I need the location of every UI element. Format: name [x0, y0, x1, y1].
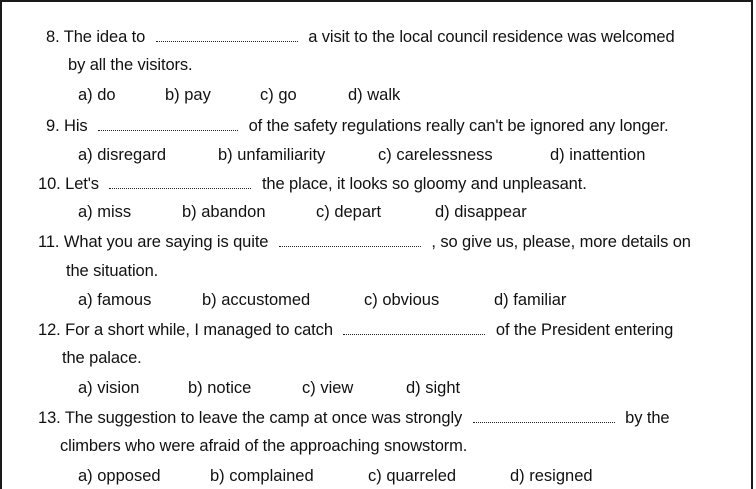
question-number: 8.: [46, 28, 60, 46]
option-c[interactable]: c) carelessness: [378, 146, 493, 164]
option-b[interactable]: b) abandon: [182, 203, 266, 221]
option-b[interactable]: b) accustomed: [202, 291, 311, 309]
option-a[interactable]: a) miss: [78, 203, 132, 221]
option-d[interactable]: d) sight: [406, 379, 461, 397]
question-text-after: a visit to the local council residence was welcomed: [308, 28, 675, 46]
option-d[interactable]: d) walk: [348, 86, 401, 104]
question-number: 10.: [38, 175, 61, 193]
option-d[interactable]: d) resigned: [510, 467, 593, 485]
question-12: [38, 320, 673, 340]
question-13: [38, 408, 670, 428]
question-text-after: of the President entering: [495, 321, 674, 339]
option-c[interactable]: c) go: [260, 86, 297, 104]
question-text-after: by the: [625, 409, 670, 427]
option-a[interactable]: a) vision: [78, 379, 140, 397]
question-10: [38, 174, 587, 194]
option-c[interactable]: c) depart: [316, 203, 382, 221]
question-text-after: of the safety regulations really can't be ignored any longer.: [248, 117, 669, 135]
option-a[interactable]: a) do: [78, 86, 116, 104]
question-8: [46, 27, 675, 47]
option-b[interactable]: b) notice: [188, 379, 252, 397]
option-d[interactable]: d) disappear: [435, 203, 527, 221]
question-8-continuation: by all the visitors.: [68, 56, 193, 74]
question-text-before: For a short while, I managed to catch: [65, 321, 333, 339]
answer-blank[interactable]: [98, 118, 238, 131]
question-text-after: the place, it looks so gloomy and unpleasant.: [261, 175, 587, 193]
question-text-before: His: [64, 117, 88, 135]
question-11: [38, 232, 691, 252]
question-13-continuation: climbers who were afraid of the approaching snowstorm.: [60, 437, 468, 455]
answer-blank[interactable]: [109, 176, 251, 189]
answer-blank[interactable]: [473, 410, 615, 423]
option-a[interactable]: a) disregard: [78, 146, 167, 164]
question-12-continuation: the palace.: [62, 349, 142, 367]
question-text-before: What you are saying is quite: [63, 233, 269, 251]
question-9: [46, 116, 668, 136]
question-text-before: Let's: [65, 175, 99, 193]
question-text-before: The idea to: [63, 28, 146, 46]
question-number: 11.: [38, 233, 60, 251]
option-c[interactable]: c) quarreled: [368, 467, 457, 485]
option-b[interactable]: b) pay: [165, 86, 211, 104]
option-d[interactable]: d) inattention: [550, 146, 646, 164]
question-text-before: The suggestion to leave the camp at once was strongly: [64, 409, 463, 427]
answer-blank[interactable]: [156, 29, 298, 42]
question-number: 9.: [46, 117, 60, 135]
question-text-after: , so give us, please, more details on: [431, 233, 691, 251]
question-11-continuation: the situation.: [66, 262, 159, 280]
option-b[interactable]: b) unfamiliarity: [218, 146, 326, 164]
option-a[interactable]: a) opposed: [78, 467, 161, 485]
question-number: 12.: [38, 321, 61, 339]
option-d[interactable]: d) familiar: [494, 291, 567, 309]
answer-blank[interactable]: [343, 322, 485, 335]
option-c[interactable]: c) view: [302, 379, 354, 397]
answer-blank[interactable]: [279, 234, 421, 247]
option-a[interactable]: a) famous: [78, 291, 152, 309]
question-number: 13.: [38, 409, 61, 427]
option-c[interactable]: c) obvious: [364, 291, 440, 309]
option-b[interactable]: b) complained: [210, 467, 314, 485]
